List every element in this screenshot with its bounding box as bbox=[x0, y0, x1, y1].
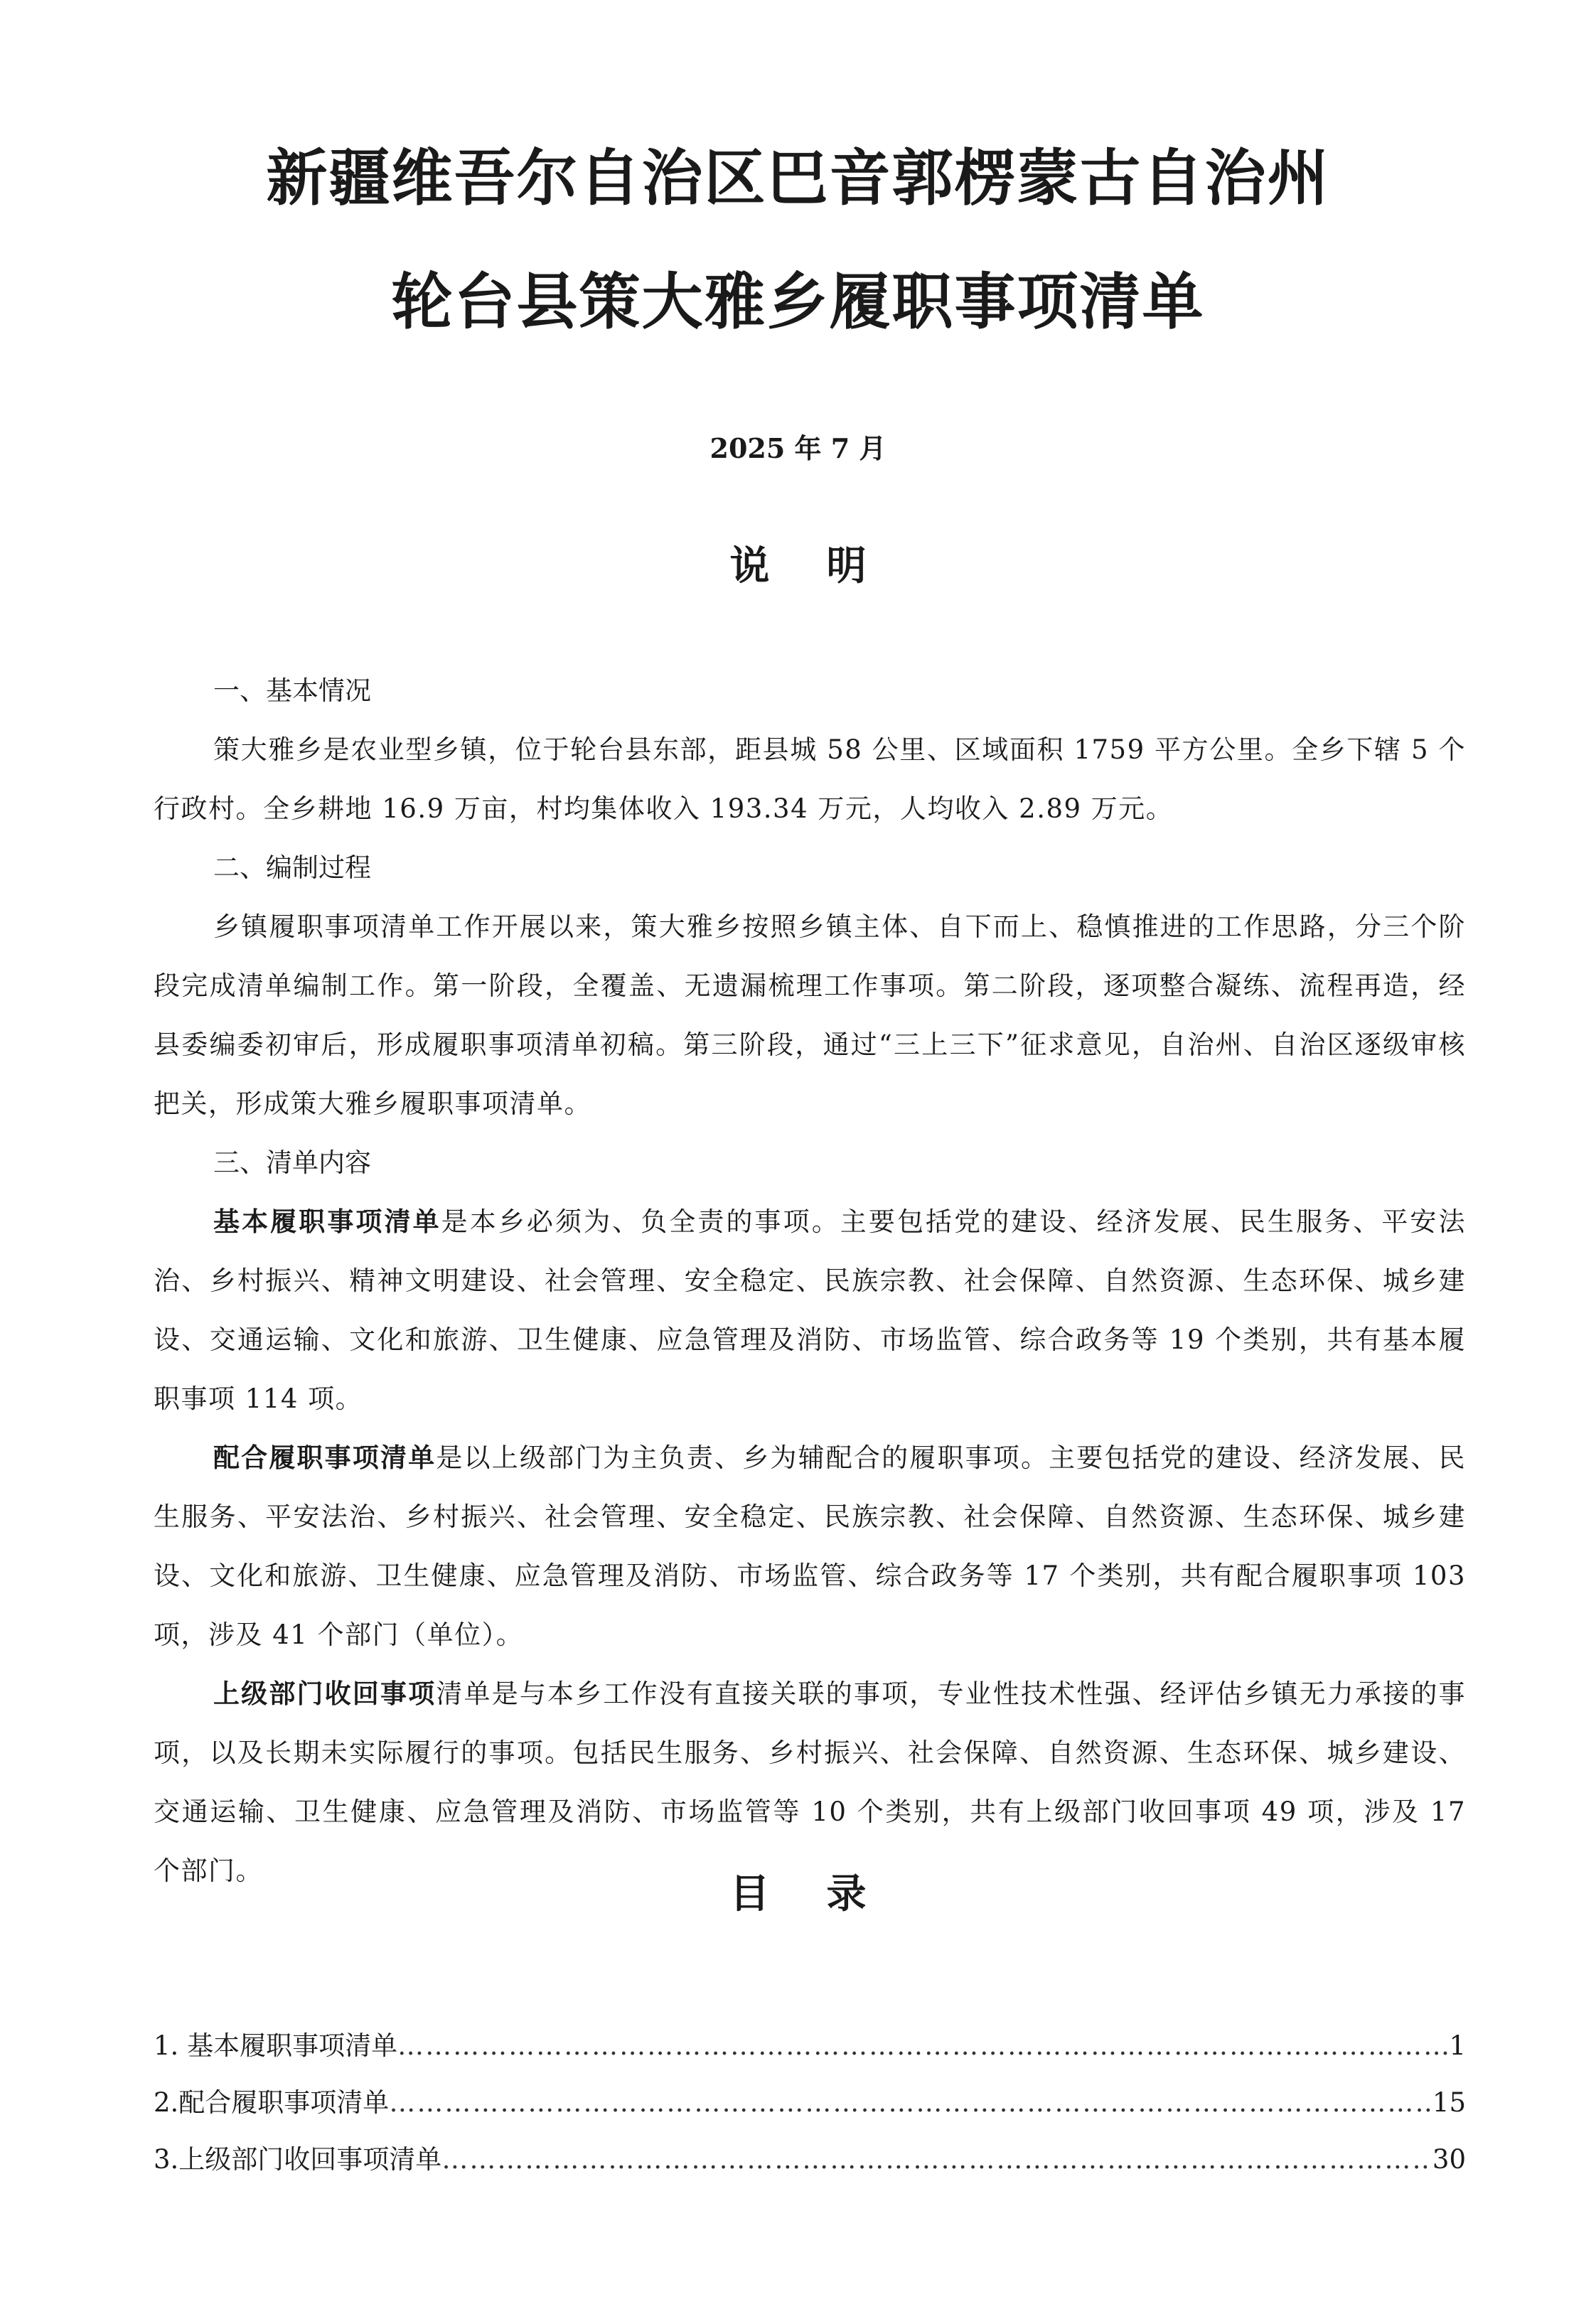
toc-entry[interactable] bbox=[154, 2131, 1466, 2188]
document-title-line-1: 新疆维吾尔自治区巴音郭楞蒙古自治州 bbox=[266, 143, 1330, 214]
paragraph-lead: 基本履职事项清单 bbox=[213, 1206, 441, 1237]
toc-leader-dots bbox=[441, 2131, 1432, 2188]
note-heading: 说明 bbox=[729, 542, 923, 589]
document-title-line-2: 轮台县策大雅乡履职事项清单 bbox=[391, 267, 1205, 338]
section-title: 三、清单内容 bbox=[213, 1147, 371, 1178]
toc-entry-page: 15 bbox=[1432, 2087, 1466, 2118]
toc-entry-label: 1. 基本履职事项清单 bbox=[154, 2030, 398, 2061]
toc-leader-dots bbox=[397, 2018, 1449, 2074]
toc-entry-label: 2.配合履职事项清单 bbox=[154, 2087, 390, 2118]
note-body bbox=[154, 661, 1466, 1900]
section-title: 二、编制过程 bbox=[213, 852, 371, 883]
paragraph-text: 清单是与本乡工作没有直接关联的事项，专业性技术性强、经评估乡镇无力承接的事项，以及长期未实际履行的事项。包括民生服务、乡村振兴、社会保障、自然资源、生态环保、城乡建设、交通运输、卫生健康、应急管理及消防、市场监管等 10 个类别，共有上级部门收回事项 49 项，涉及 17 个部门。 bbox=[154, 1678, 1467, 1886]
section-paragraph bbox=[154, 897, 1466, 1133]
toc-entry-label: 3.上级部门收回事项清单 bbox=[154, 2144, 442, 2175]
section-paragraph bbox=[154, 1192, 1466, 1428]
toc-leader-dots bbox=[389, 2074, 1432, 2131]
toc-entry[interactable] bbox=[154, 2018, 1466, 2074]
paragraph-lead: 上级部门收回事项 bbox=[213, 1678, 437, 1709]
section-paragraph bbox=[154, 1664, 1466, 1900]
section-title: 一、基本情况 bbox=[213, 675, 371, 706]
toc-entry-page: 1 bbox=[1449, 2030, 1466, 2061]
paragraph-lead: 配合履职事项清单 bbox=[213, 1442, 437, 1473]
paragraph-text: 是以上级部门为主负责、乡为辅配合的履职事项。主要包括党的建设、经济发展、民生服务、平安法治、乡村振兴、社会管理、安全稳定、民族宗教、社会保障、自然资源、生态环保、城乡建设、文化和旅游、卫生健康、应急管理及消防、市场监管、综合政务等 17 个类别，共有配合履职事项 103 项，涉及 41 个部门（单位）。 bbox=[154, 1442, 1467, 1650]
toc-entry[interactable] bbox=[154, 2074, 1466, 2131]
toc-heading: 目录 bbox=[729, 1870, 923, 1917]
paragraph-text: 策大雅乡是农业型乡镇，位于轮台县东部，距县城 58 公里、区域面积 1759 平方公里。全乡下辖 5 个行政村。全乡耕地 16.9 万亩，村均集体收入 193.34 万元，人均收入 2.89 万元。 bbox=[154, 734, 1466, 824]
paragraph-text: 是本乡必须为、负全责的事项。主要包括党的建设、经济发展、民生服务、平安法治、乡村振兴、精神文明建设、社会管理、安全稳定、民族宗教、社会保障、自然资源、生态环保、城乡建设、交通运输、文化和旅游、卫生健康、应急管理及消防、市场监管、综合政务等 19 个类别，共有基本履职事项 114 项。 bbox=[154, 1206, 1467, 1414]
section-paragraph bbox=[154, 1428, 1466, 1664]
document-date: 2025 年 7 月 bbox=[709, 432, 887, 464]
section-paragraph bbox=[154, 720, 1466, 838]
toc-entry-page: 30 bbox=[1432, 2144, 1466, 2175]
paragraph-text: 乡镇履职事项清单工作开展以来，策大雅乡按照乡镇主体、自下而上、稳慎推进的工作思路，分三个阶段完成清单编制工作。第一阶段，全覆盖、无遗漏梳理工作事项。第二阶段，逐项整合凝练、流程再造，经县委编委初审后，形成履职事项清单初稿。第三阶段，通过“三上三下”征求意见，自治州、自治区逐级审核把关，形成策大雅乡履职事项清单。 bbox=[154, 911, 1466, 1119]
table-of-contents bbox=[154, 2018, 1466, 2188]
